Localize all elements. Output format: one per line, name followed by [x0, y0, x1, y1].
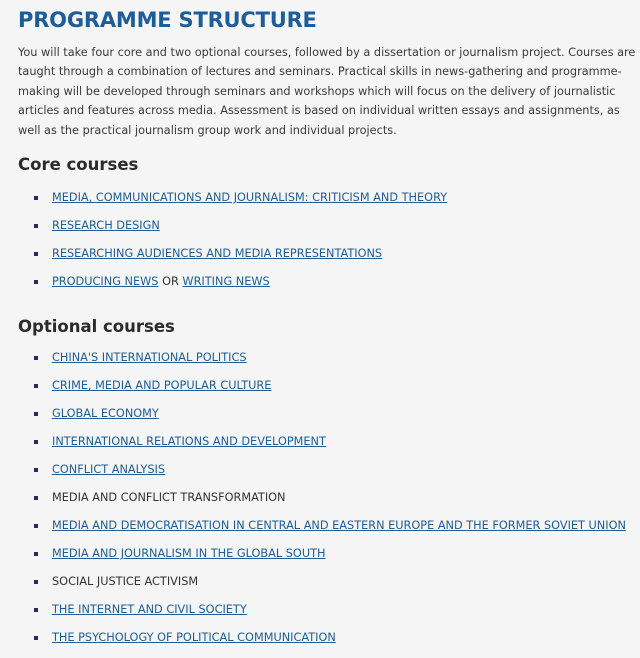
list-item	[18, 489, 640, 517]
course-link-researching-audiences[interactable]: RESEARCHING AUDIENCES AND MEDIA REPRESENTATIONS	[52, 247, 383, 261]
list-item	[18, 629, 640, 657]
course-link-international-relations-development[interactable]: INTERNATIONAL RELATIONS AND DEVELOPMENT	[52, 435, 326, 449]
bullet-icon	[34, 412, 38, 416]
core-courses-list	[18, 189, 640, 301]
bullet-icon	[34, 524, 38, 528]
list-item	[18, 349, 640, 377]
list-item	[18, 189, 640, 217]
bullet-icon	[34, 280, 38, 284]
course-link-producing-news[interactable]: PRODUCING NEWS	[52, 275, 159, 289]
bullet-icon	[34, 580, 38, 584]
course-link-china-international-politics[interactable]: CHINA'S INTERNATIONAL POLITICS	[52, 351, 247, 365]
list-item	[18, 273, 640, 301]
bullet-icon	[34, 608, 38, 612]
optional-courses-heading: Optional courses	[18, 317, 175, 337]
course-link-research-design[interactable]: RESEARCH DESIGN	[52, 219, 160, 233]
list-item	[18, 461, 640, 489]
list-item	[18, 573, 640, 601]
bullet-icon	[34, 196, 38, 200]
course-link-internet-civil-society[interactable]: THE INTERNET AND CIVIL SOCIETY	[52, 603, 247, 617]
bullet-icon	[34, 552, 38, 556]
bullet-icon	[34, 468, 38, 472]
bullet-icon	[34, 384, 38, 388]
list-item	[18, 245, 640, 273]
course-social-justice-activism: SOCIAL JUSTICE ACTIVISM	[52, 575, 199, 589]
list-item	[18, 601, 640, 629]
list-item	[18, 405, 640, 433]
list-item	[18, 545, 640, 573]
course-link-writing-news[interactable]: WRITING NEWS	[182, 275, 270, 289]
core-courses-heading: Core courses	[18, 155, 139, 175]
bullet-icon	[34, 496, 38, 500]
list-item	[18, 377, 640, 405]
list-item	[18, 433, 640, 461]
intro-paragraph: You will take four core and two optional courses, followed by a dissertation or journalism project. Courses are taught through a combination of lectures and seminars. Practical skills in news-gathering and programme-making will be developed through seminars and workshops which will focus on the delivery of journalistic articles and features across media. Assessment is based on individual written essays and assignments, as well as the practical journalism group work and individual projects.	[18, 46, 636, 137]
bullet-icon	[34, 440, 38, 444]
course-link-media-communications-journalism[interactable]: MEDIA, COMMUNICATIONS AND JOURNALISM: CRITICISM AND THEORY	[52, 191, 448, 205]
course-link-psychology-political-communication[interactable]: THE PSYCHOLOGY OF POLITICAL COMMUNICATION	[52, 631, 336, 645]
course-link-media-democratisation[interactable]: MEDIA AND DEMOCRATISATION IN CENTRAL AND EASTERN EUROPE AND THE FORMER SOVIET UNION	[52, 519, 626, 533]
course-media-conflict-transformation: MEDIA AND CONFLICT TRANSFORMATION	[52, 491, 286, 505]
list-item	[18, 517, 640, 545]
bullet-icon	[34, 356, 38, 360]
list-item	[18, 217, 640, 245]
optional-courses-list	[18, 349, 640, 657]
course-link-crime-media-popular-culture[interactable]: CRIME, MEDIA AND POPULAR CULTURE	[52, 379, 272, 393]
course-link-media-journalism-global-south[interactable]: MEDIA AND JOURNALISM IN THE GLOBAL SOUTH	[52, 547, 326, 561]
course-link-global-economy[interactable]: GLOBAL ECONOMY	[52, 407, 159, 421]
bullet-icon	[34, 252, 38, 256]
course-link-conflict-analysis[interactable]: CONFLICT ANALYSIS	[52, 463, 166, 477]
or-connector: OR	[162, 275, 183, 289]
page-title: PROGRAMME STRUCTURE	[18, 8, 317, 32]
bullet-icon	[34, 636, 38, 640]
bullet-icon	[34, 224, 38, 228]
